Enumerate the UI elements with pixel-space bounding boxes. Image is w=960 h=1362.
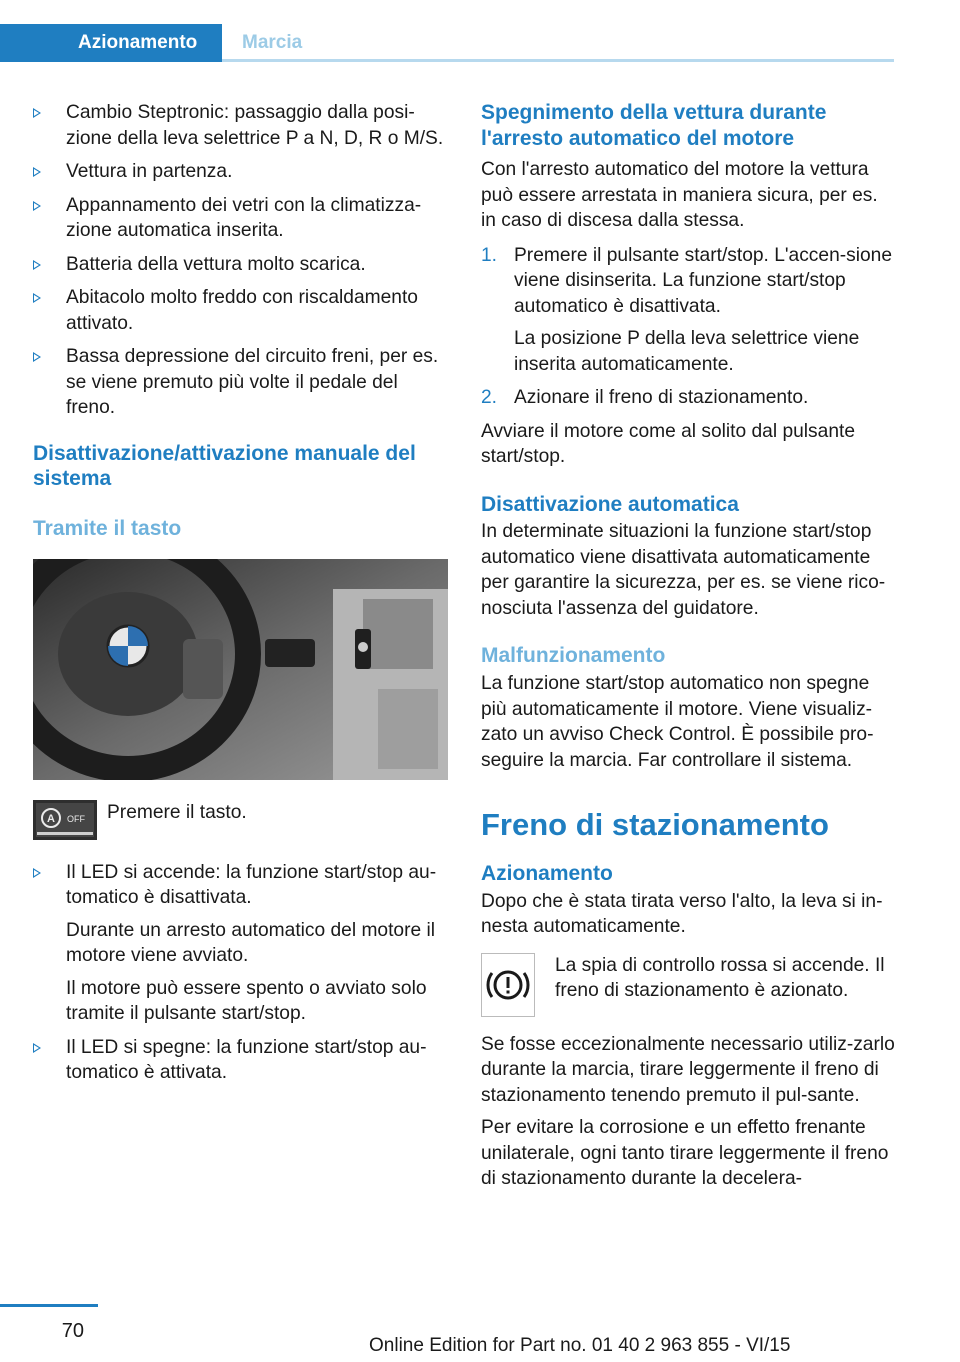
section-heading-manual: Disattivazione/attivazione manuale del sistema	[33, 441, 416, 490]
led-list	[33, 860, 448, 1086]
triangle-bullet-icon	[33, 167, 41, 177]
auto-text: In determinate situazioni la funzione start/stop automatico viene disattivata automaticamente per garantire la sicurezza, per es. se viene rico‐nosciuta l'assenza del guidatore.	[481, 521, 886, 619]
triangle-bullet-icon	[33, 1043, 41, 1053]
warning-text: La spia di controllo rossa si accende. Il freno di stazionamento è azionato.	[555, 954, 885, 1001]
header-tabs	[0, 24, 894, 62]
svg-text:A: A	[47, 812, 55, 825]
section-heading-parking-brake: Freno di stazionamento	[481, 807, 829, 842]
edition-text: Online Edition for Part no. 01 40 2 963 855 - VI/15	[369, 1335, 791, 1356]
section-heading-off: Spegnimento della vettura durante l'arresto automatico del motore	[481, 101, 827, 150]
operation-text: Dopo che è stata tirata verso l'alto, la leva si in‐nesta automaticamente.	[481, 890, 883, 937]
list-item: 2. Azionare il freno di stazionamento.	[481, 387, 809, 408]
triangle-bullet-icon	[33, 293, 41, 303]
list-item: Abitacolo molto freddo con riscaldamento attivato.	[33, 285, 448, 336]
paragraph-during-driving: Se fosse eccezionalmente necessario utiliz‐zarlo durante la marcia, tirare leggermente il freno di stazionamento tenendo premuto il pul‐sante.	[481, 1033, 895, 1106]
list-item: Appannamento dei vetri con la climatizza‐zione automatica inserita.	[33, 193, 448, 244]
malfunction-text: La funzione start/stop automatico non spegne più automaticamente il motore. Viene visualiz‐zato un avviso Check Control. È possibile pro‐seguire la marcia. Far controllare il sistema.	[481, 673, 874, 771]
press-button-text: Premere il tasto.	[107, 801, 247, 823]
steps-list	[481, 243, 897, 411]
subheading-button: Tramite il tasto	[33, 516, 182, 540]
list-item: 1. Premere il pulsante start/stop. L'accen‐sione viene disinserita. La funzione start/stop automatico è disattivata. La posizione P della leva selettrice viene inserita automaticamente.	[481, 244, 893, 375]
subheading-malfunction: Malfunzionamento	[481, 644, 666, 667]
auto-start-stop-off-icon	[33, 800, 97, 845]
button-instruction	[33, 800, 448, 854]
section-heading-auto: Disattivazione automatica	[481, 492, 739, 516]
tab-marcia[interactable]: Marcia	[222, 24, 894, 62]
steering-wheel-photo	[33, 559, 448, 780]
left-column	[33, 100, 448, 1094]
triangle-bullet-icon	[33, 260, 41, 270]
page-number: 70	[61, 1320, 84, 1342]
list-item: Il LED si accende: la funzione start/stop au‐tomatico è disattivata. Durante un arresto automatico del motore il motore viene avviato. Il motore può essere spento o avviato solo tramite il pulsante start/stop.	[33, 860, 448, 1027]
steering-wheel-illustration	[33, 559, 448, 780]
footer-rule	[0, 1304, 98, 1307]
triangle-bullet-icon	[33, 352, 41, 362]
triangle-bullet-icon	[33, 108, 41, 118]
warning-instruction	[481, 953, 897, 1019]
subheading-operation: Azionamento	[481, 862, 613, 885]
triangle-bullet-icon	[33, 868, 41, 878]
tab-azionamento[interactable]: Azionamento	[0, 24, 222, 62]
list-item: Vettura in partenza.	[33, 159, 448, 185]
after-steps-text: Avviare il motore come al solito dal pulsante start/stop.	[481, 420, 855, 467]
svg-text:OFF: OFF	[67, 813, 85, 824]
triangle-bullet-icon	[33, 201, 41, 211]
paragraph-corrosion: Per evitare la corrosione e un effetto frenante unilaterale, ogni tanto tirare leggermente il freno di stazionamento durante la decelera‐	[481, 1117, 889, 1189]
list-item: Cambio Steptronic: passaggio dalla posi‐zione della leva selettrice P a N, D, R o M/S.	[33, 100, 448, 151]
list-item: Bassa depressione del circuito freni, per es. se viene premuto più volte il pedale del freno.	[33, 344, 448, 421]
right-column	[481, 100, 897, 1192]
list-item: Il LED si spegne: la funzione start/stop au‐tomatico è attivata.	[33, 1035, 448, 1086]
intro-off-text: Con l'arresto automatico del motore la vettura può essere arrestata in maniera sicura, per es. in caso di discesa dalla stessa.	[481, 159, 878, 231]
conditions-list	[33, 100, 448, 421]
list-item: Batteria della vettura molto scarica.	[33, 252, 448, 278]
parking-brake-warning-icon	[481, 953, 535, 1022]
